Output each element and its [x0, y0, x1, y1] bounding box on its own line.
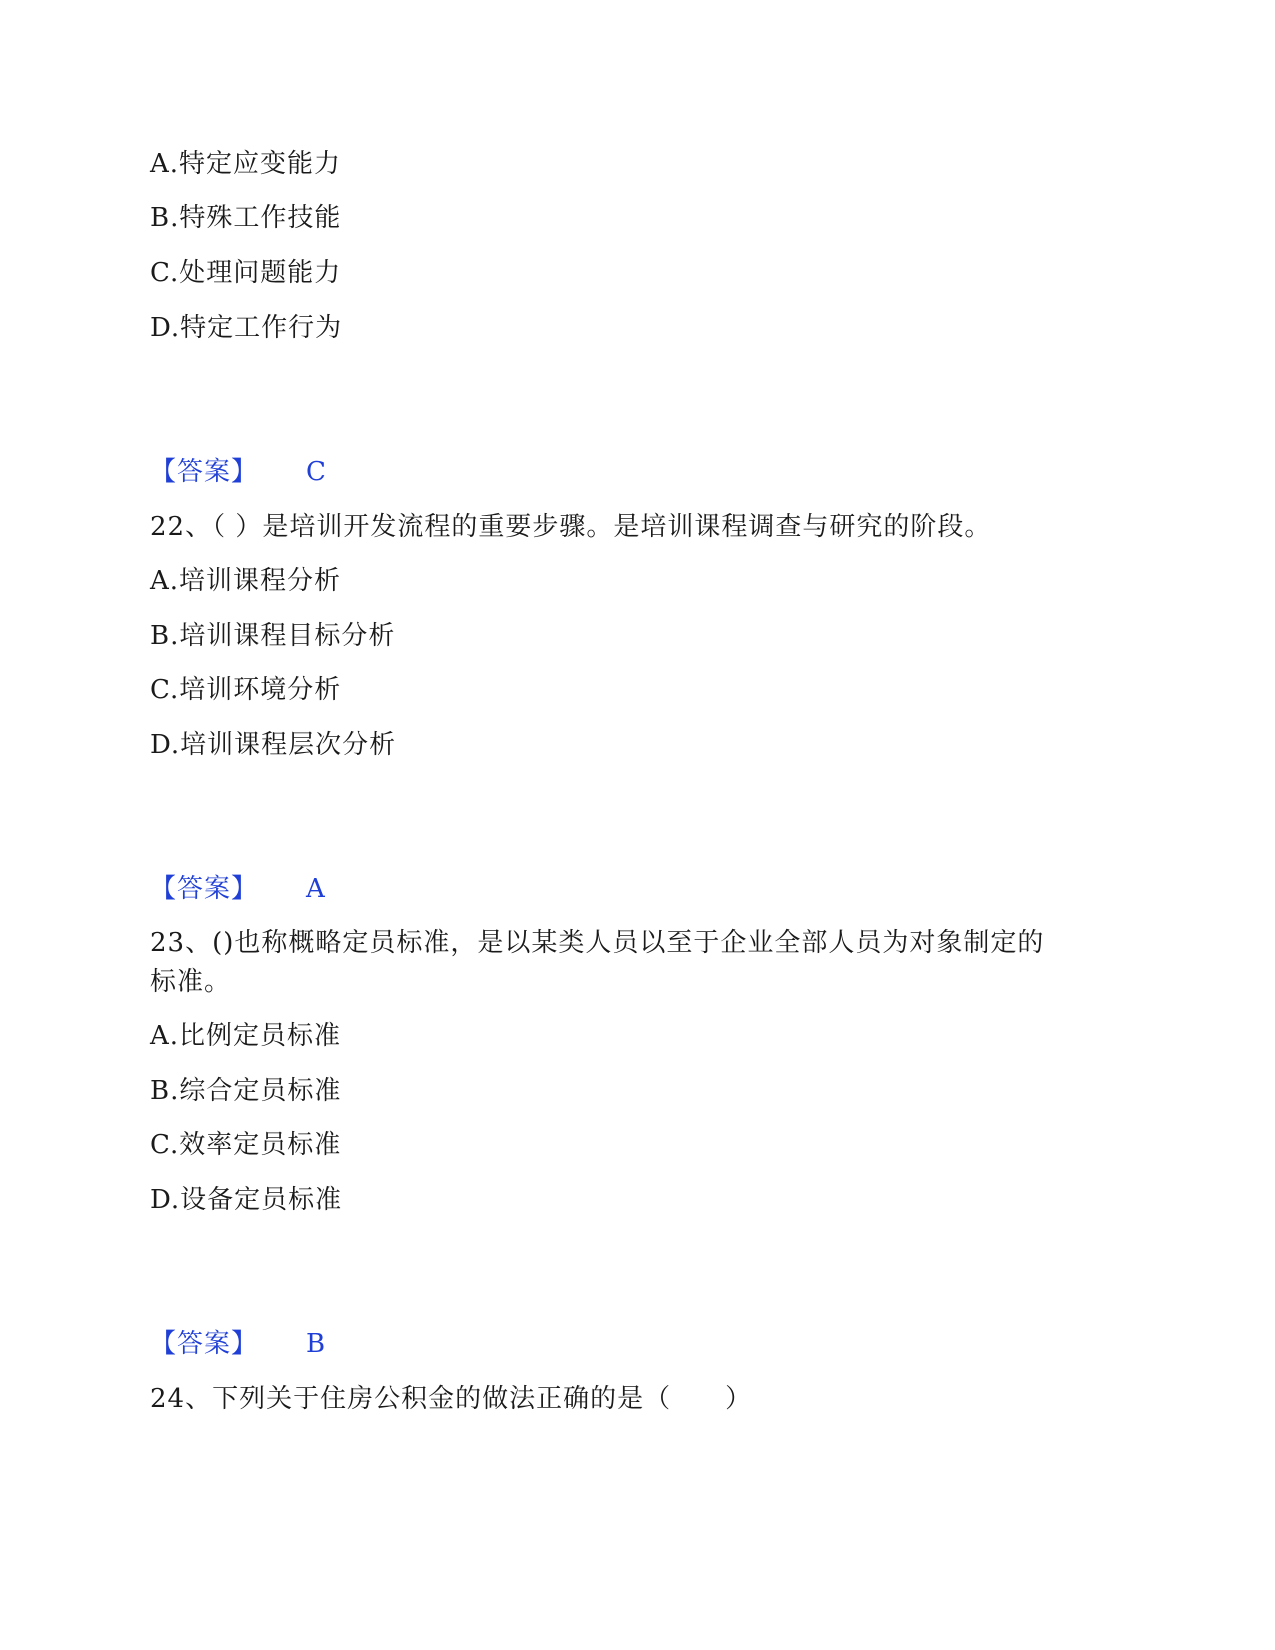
q21-option-d: D.特定工作行为: [150, 313, 343, 343]
q24-question: 24、下列关于住房公积金的做法正确的是（ ）: [150, 1384, 753, 1414]
answer-value: B: [306, 1329, 327, 1359]
q21-answer: [150, 452, 327, 492]
q21-option-a: A.特定应变能力: [150, 149, 342, 179]
q22-answer: [150, 869, 326, 909]
q23-option-a: A.比例定员标准: [150, 1021, 342, 1051]
answer-value: A: [306, 874, 326, 904]
q23-option-b: B.综合定员标准: [150, 1076, 342, 1106]
answer-value: C: [306, 457, 327, 487]
q22-option-a: A.培训课程分析: [150, 566, 342, 596]
answer-label: 【答案】: [150, 1329, 259, 1359]
q23-answer: [150, 1324, 326, 1364]
q22-option-b: B.培训课程目标分析: [150, 621, 396, 651]
q23-question-line2: 标准。: [150, 967, 232, 997]
q22-question: 22、（ ）是培训开发流程的重要步骤。是培训课程调查与研究的阶段。: [150, 512, 992, 542]
q23-question-line1: 23、()也称概略定员标准，是以某类人员以至于企业全部人员为对象制定的: [150, 928, 1045, 958]
q21-option-b: B.特殊工作技能: [150, 203, 342, 233]
q23-option-c: C.效率定员标准: [150, 1130, 342, 1160]
answer-label: 【答案】: [150, 457, 259, 487]
q21-option-c: C.处理问题能力: [150, 258, 342, 288]
q22-option-c: C.培训环境分析: [150, 675, 342, 705]
answer-label: 【答案】: [150, 874, 259, 904]
q22-option-d: D.培训课程层次分析: [150, 730, 397, 760]
q23-option-d: D.设备定员标准: [150, 1185, 343, 1215]
